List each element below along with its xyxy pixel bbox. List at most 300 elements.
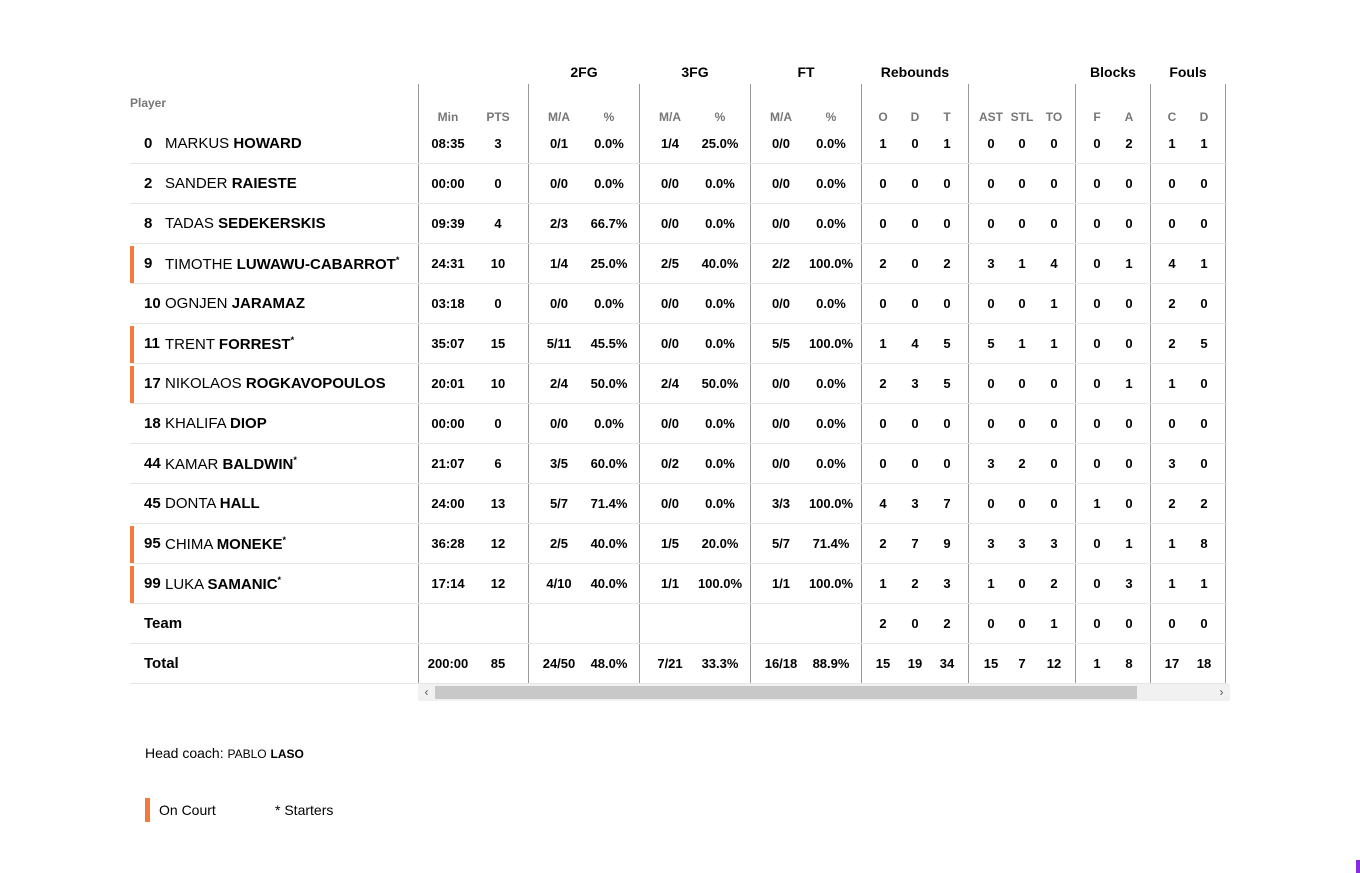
stat-cell: 2 xyxy=(879,256,887,271)
stat-cell: 0.0% xyxy=(594,176,624,191)
stat-cell: 7/21 xyxy=(657,656,683,671)
team-label: Team xyxy=(144,615,183,632)
stat-cell: 00:00 xyxy=(431,176,465,191)
player-name[interactable] xyxy=(165,415,267,432)
stat-cell: 1 xyxy=(1050,336,1058,351)
stat-cell: 0 xyxy=(943,176,951,191)
player-last-name: MONEKE xyxy=(216,535,283,553)
stat-cell: 0.0% xyxy=(816,176,846,191)
stat-cell: 1 xyxy=(1125,256,1133,271)
stat-cell: 1 xyxy=(987,576,995,591)
stat-cell: 0.0% xyxy=(594,416,624,431)
player-number: 11 xyxy=(144,335,160,352)
stat-cell: 0/0 xyxy=(660,176,680,191)
stat-cell: 0 xyxy=(879,296,887,311)
stat-cell: 0.0% xyxy=(705,456,735,471)
stat-cell: 66.7% xyxy=(590,216,628,231)
stat-cell: 0/0 xyxy=(660,496,680,511)
player-name[interactable] xyxy=(165,215,326,232)
starter-marker: * xyxy=(277,574,282,585)
stat-cell: 0 xyxy=(911,216,919,231)
stat-cell: 0 xyxy=(1018,416,1026,431)
player-number: 45 xyxy=(144,495,161,512)
stat-cell: 0 xyxy=(987,376,995,391)
stat-cell: 3/5 xyxy=(549,456,569,471)
player-name[interactable] xyxy=(165,535,286,553)
player-row[interactable] xyxy=(130,124,418,164)
stat-cell: 0.0% xyxy=(816,216,846,231)
stat-cell: 0 xyxy=(911,136,919,151)
stat-cell: 0/0 xyxy=(771,416,791,431)
player-name[interactable] xyxy=(165,255,399,273)
stat-cell: 0 xyxy=(1018,296,1026,311)
stat-cell: 85 xyxy=(490,656,506,671)
player-name[interactable] xyxy=(165,495,260,512)
stat-cell: 3 xyxy=(1050,536,1058,551)
stat-cell: 0 xyxy=(1093,336,1101,351)
stat-cell: 1 xyxy=(1125,376,1133,391)
stat-cell: 0.0% xyxy=(594,296,624,311)
starter-marker: * xyxy=(290,334,295,345)
stat-cell: 1/1 xyxy=(660,576,680,591)
stat-cell: 2 xyxy=(1168,496,1176,511)
stat-cell: 0/0 xyxy=(660,416,680,431)
head-coach-first-name: PABLO xyxy=(227,747,267,761)
stat-cell: 0/2 xyxy=(660,456,680,471)
starter-marker: * xyxy=(282,534,287,545)
stat-cell: 15 xyxy=(983,656,999,671)
stat-cell: 19 xyxy=(907,656,923,671)
player-number: 18 xyxy=(144,415,161,432)
sub-header: C xyxy=(1167,110,1177,124)
stat-cell: 0 xyxy=(943,216,951,231)
stat-cell: 1 xyxy=(1050,616,1058,631)
player-first-name: TADAS xyxy=(165,215,219,232)
player-number: 8 xyxy=(144,215,153,232)
stat-cell: 0 xyxy=(1125,456,1133,471)
stat-cell: 3 xyxy=(987,456,995,471)
stat-cell: 4/10 xyxy=(546,576,572,591)
stat-cell: 40.0% xyxy=(590,536,628,551)
on-court-indicator xyxy=(130,366,134,403)
stat-cell: 2 xyxy=(1168,336,1176,351)
player-first-name: CHIMA xyxy=(165,535,217,553)
stat-cell: 2/5 xyxy=(660,256,680,271)
stat-cell: 0 xyxy=(1168,616,1176,631)
stat-cell: 4 xyxy=(879,496,887,511)
stat-cell: 0/0 xyxy=(771,376,791,391)
stat-cell: 0 xyxy=(1018,136,1026,151)
player-name[interactable] xyxy=(165,335,294,353)
stat-cell: 3 xyxy=(1018,536,1026,551)
stat-cell: 0.0% xyxy=(816,296,846,311)
stat-cell: 1 xyxy=(1200,136,1208,151)
stat-cell: 2 xyxy=(879,536,887,551)
team-row[interactable] xyxy=(130,604,418,644)
stat-cell: 0 xyxy=(1168,416,1176,431)
stat-cell: 24/50 xyxy=(542,656,576,671)
stat-cell: 1 xyxy=(879,576,887,591)
stat-cell: 18 xyxy=(1196,656,1212,671)
stat-cell: 2/3 xyxy=(549,216,569,231)
stat-cell: 0 xyxy=(911,296,919,311)
stat-cell: 0 xyxy=(1093,136,1101,151)
stat-cell: 2 xyxy=(943,616,951,631)
stat-cell: 4 xyxy=(911,336,919,351)
stat-cell: 2/5 xyxy=(549,536,569,551)
stat-cell: 5/11 xyxy=(546,336,572,351)
sub-header: PTS xyxy=(486,110,510,124)
stat-cell: 0 xyxy=(1050,136,1058,151)
stat-cell: 0.0% xyxy=(705,216,735,231)
player-name[interactable] xyxy=(165,455,297,473)
player-row[interactable] xyxy=(130,284,418,324)
player-last-name: SAMANIC xyxy=(207,575,278,593)
stat-cell: 0 xyxy=(1018,496,1026,511)
player-first-name: OGNJEN xyxy=(165,295,232,312)
stat-cell: 17 xyxy=(1164,656,1180,671)
stat-cell: 0/0 xyxy=(660,216,680,231)
stat-cell: 5 xyxy=(943,376,951,391)
stat-cell: 0 xyxy=(1093,416,1101,431)
stat-cell: 0 xyxy=(494,176,502,191)
head-coach-last-name: LASO xyxy=(270,747,304,761)
player-number: 17 xyxy=(144,375,161,392)
stat-cell: 9 xyxy=(943,536,951,551)
stat-cell: 1 xyxy=(1168,536,1176,551)
stat-cell: 100.0% xyxy=(808,576,854,591)
stat-cell: 36:28 xyxy=(431,536,465,551)
player-last-name: BALDWIN xyxy=(222,455,294,473)
stat-cell: 12 xyxy=(490,536,506,551)
stat-cell: 1 xyxy=(1093,496,1101,511)
stat-cell: 0/0 xyxy=(771,136,791,151)
total-row[interactable] xyxy=(130,644,418,684)
sub-header: M/A xyxy=(548,110,570,124)
stat-cell: 0 xyxy=(987,496,995,511)
stat-cell: 0 xyxy=(1050,176,1058,191)
stat-cell: 24:00 xyxy=(431,496,465,511)
stat-cell: 34 xyxy=(939,656,955,671)
on-court-indicator xyxy=(130,246,134,283)
stat-cell: 1 xyxy=(1200,576,1208,591)
horizontal-scrollbar[interactable] xyxy=(418,684,1230,701)
stat-cell: 21:07 xyxy=(431,456,465,471)
stat-cell: 0 xyxy=(1200,216,1208,231)
player-first-name: SANDER xyxy=(165,175,232,192)
stat-cell: 2/2 xyxy=(771,256,791,271)
player-number: 95 xyxy=(144,535,161,552)
stat-cell: 4 xyxy=(1050,256,1058,271)
stat-cell: 0 xyxy=(1050,456,1058,471)
stat-cell: 0 xyxy=(1093,576,1101,591)
sub-header: % xyxy=(603,110,615,124)
stat-cell: 0/0 xyxy=(771,456,791,471)
stat-cell: 0 xyxy=(987,296,995,311)
stat-cell: 1/5 xyxy=(660,536,680,551)
stat-cell: 15 xyxy=(875,656,891,671)
stat-cell: 0 xyxy=(1093,456,1101,471)
player-row[interactable] xyxy=(130,204,418,244)
stat-cell: 0 xyxy=(911,256,919,271)
player-first-name: LUKA xyxy=(165,575,208,593)
stat-cell: 2/4 xyxy=(660,376,680,391)
scroll-right-icon[interactable]: › xyxy=(1219,685,1224,699)
stat-cell: 0 xyxy=(987,416,995,431)
stat-cell: 0/0 xyxy=(549,176,569,191)
stat-cell: 33.3% xyxy=(701,656,739,671)
player-first-name: MARKUS xyxy=(165,135,234,152)
stat-cell: 0 xyxy=(987,616,995,631)
stat-cell: 0 xyxy=(494,416,502,431)
sub-header: TO xyxy=(1045,110,1063,124)
player-row[interactable] xyxy=(130,564,418,604)
player-last-name: HOWARD xyxy=(233,135,302,152)
sub-header: % xyxy=(825,110,837,124)
stat-cell: 7 xyxy=(1018,656,1026,671)
player-row[interactable] xyxy=(130,164,418,204)
stat-cell: 10 xyxy=(490,376,506,391)
stat-cell: 3 xyxy=(1168,456,1176,471)
stat-cell: 88.9% xyxy=(812,656,850,671)
stat-cell: 0 xyxy=(1168,216,1176,231)
stat-cell: 5 xyxy=(1200,336,1208,351)
group-blocks: Blocks xyxy=(1090,64,1136,80)
player-first-name: DONTA xyxy=(165,495,220,512)
stat-cell: 0 xyxy=(911,456,919,471)
stat-cell: 71.4% xyxy=(812,536,850,551)
player-name[interactable] xyxy=(165,175,297,192)
stats-scroll-area[interactable] xyxy=(418,52,1228,702)
player-last-name: LUWAWU-CABARROT xyxy=(236,255,396,273)
stat-cell: 4 xyxy=(494,216,502,231)
player-row[interactable] xyxy=(130,364,418,404)
stat-cell: 0 xyxy=(1093,256,1101,271)
player-number: 0 xyxy=(144,135,153,152)
stat-cell: 2 xyxy=(1200,496,1208,511)
stat-cell: 0.0% xyxy=(816,136,846,151)
stat-cell: 0.0% xyxy=(705,496,735,511)
stat-cell: 0.0% xyxy=(705,176,735,191)
on-court-indicator xyxy=(130,526,134,563)
stat-cell: 0 xyxy=(879,456,887,471)
stat-cell: 15 xyxy=(490,336,506,351)
sub-header: AST xyxy=(979,110,1003,124)
stat-cell: 0 xyxy=(1200,416,1208,431)
player-name[interactable] xyxy=(165,135,302,152)
stat-cell: 0 xyxy=(1093,216,1101,231)
stat-cell: 5/7 xyxy=(771,536,791,551)
stat-cell: 0 xyxy=(879,176,887,191)
player-last-name: RAIESTE xyxy=(231,175,297,192)
stat-cell: 0 xyxy=(494,296,502,311)
stat-cell: 0 xyxy=(1200,456,1208,471)
stat-cell: 8 xyxy=(1200,536,1208,551)
stat-cell: 50.0% xyxy=(590,376,628,391)
player-last-name: HALL xyxy=(219,495,260,512)
stat-cell: 1 xyxy=(1168,136,1176,151)
stat-cell: 20:01 xyxy=(431,376,465,391)
stat-cell: 0 xyxy=(943,296,951,311)
box-score-table xyxy=(130,52,1230,702)
stat-cell: 45.5% xyxy=(590,336,628,351)
stat-cell: 0 xyxy=(1200,176,1208,191)
stat-cell: 10 xyxy=(490,256,506,271)
player-first-name: TIMOTHE xyxy=(165,255,237,273)
player-first-name: KAMAR xyxy=(165,455,223,473)
stat-cell: 3/3 xyxy=(771,496,791,511)
stat-cell: 25.0% xyxy=(590,256,628,271)
stat-cell: 1 xyxy=(1168,376,1176,391)
stat-cell: 1 xyxy=(1093,656,1101,671)
on-court-marker-icon xyxy=(145,798,150,822)
stat-cell: 00:00 xyxy=(431,416,465,431)
stat-cell: 0 xyxy=(1093,176,1101,191)
stat-cell: 5 xyxy=(943,336,951,351)
stat-cell: 0 xyxy=(1050,416,1058,431)
stat-cell: 0 xyxy=(1018,376,1026,391)
stat-cell: 1 xyxy=(879,336,887,351)
stat-cell: 0.0% xyxy=(816,376,846,391)
stat-cell: 03:18 xyxy=(431,296,465,311)
stat-cell: 0 xyxy=(1050,496,1058,511)
sub-header: M/A xyxy=(770,110,792,124)
stat-cell: 09:39 xyxy=(431,216,465,231)
stat-cell: 1 xyxy=(1200,256,1208,271)
stat-cell: 13 xyxy=(490,496,506,511)
player-row[interactable] xyxy=(130,404,418,444)
stat-cell: 3 xyxy=(987,256,995,271)
stat-cell: 0 xyxy=(879,416,887,431)
stat-cell: 100.0% xyxy=(808,256,854,271)
head-coach-prefix: Head coach: xyxy=(145,745,224,761)
player-row[interactable] xyxy=(130,244,418,284)
player-last-name: DIOP xyxy=(230,415,267,432)
stat-cell: 12 xyxy=(490,576,506,591)
stat-cell: 0/0 xyxy=(771,176,791,191)
player-number: 9 xyxy=(144,255,153,272)
player-name[interactable] xyxy=(165,295,305,312)
stat-cell: 50.0% xyxy=(701,376,739,391)
stat-cell: 2 xyxy=(1018,456,1026,471)
stat-cell: 1 xyxy=(1168,576,1176,591)
player-row[interactable] xyxy=(130,524,418,564)
stat-cell: 0 xyxy=(987,176,995,191)
stat-cell: 0 xyxy=(1125,496,1133,511)
stat-cell: 35:07 xyxy=(431,336,465,351)
stat-cell: 4 xyxy=(1168,256,1176,271)
sub-header: M/A xyxy=(659,110,681,124)
stat-cell: 2 xyxy=(1125,136,1133,151)
stat-cell: 0 xyxy=(1168,176,1176,191)
stat-cell: 100.0% xyxy=(697,576,743,591)
sub-header: T xyxy=(943,110,951,124)
player-name[interactable] xyxy=(165,575,281,593)
stat-cell: 0 xyxy=(987,136,995,151)
on-court-indicator xyxy=(130,326,134,363)
stat-cell: 2 xyxy=(911,576,919,591)
stat-cell: 2 xyxy=(879,376,887,391)
stat-cell: 20.0% xyxy=(701,536,739,551)
sub-header: Min xyxy=(437,110,459,124)
stat-cell: 3 xyxy=(987,536,995,551)
scroll-left-icon[interactable]: ‹ xyxy=(424,685,429,699)
player-number: 2 xyxy=(144,175,153,192)
stat-cell: 1 xyxy=(1050,296,1058,311)
stat-cell: 100.0% xyxy=(808,496,854,511)
player-row[interactable] xyxy=(130,484,418,524)
sub-header: A xyxy=(1124,110,1134,124)
stat-cell: 0 xyxy=(987,216,995,231)
stat-cell: 1 xyxy=(879,136,887,151)
stat-cell: 0.0% xyxy=(705,296,735,311)
stat-cell: 0 xyxy=(1200,296,1208,311)
stat-cell: 0 xyxy=(1125,616,1133,631)
stat-cell: 0 xyxy=(1050,376,1058,391)
stat-cell: 16/18 xyxy=(764,656,798,671)
stat-cell: 0/0 xyxy=(660,296,680,311)
stat-cell: 0 xyxy=(1125,296,1133,311)
stat-cell: 2 xyxy=(879,616,887,631)
stat-cell: 0 xyxy=(911,176,919,191)
sub-header: D xyxy=(910,110,920,124)
player-first-name: NIKOLAOS xyxy=(165,375,246,392)
total-label: Total xyxy=(144,655,179,672)
stat-cell: 3 xyxy=(911,496,919,511)
stat-cell: 1 xyxy=(943,136,951,151)
stat-cell: 0 xyxy=(1093,616,1101,631)
stat-cell: 48.0% xyxy=(590,656,628,671)
stat-cell: 200:00 xyxy=(427,656,469,671)
stat-cell: 08:35 xyxy=(431,136,465,151)
group-fouls: Fouls xyxy=(1169,64,1207,80)
stat-cell: 0 xyxy=(1050,216,1058,231)
stat-cell: 0/1 xyxy=(549,136,569,151)
on-court-indicator xyxy=(130,566,134,603)
stat-cell: 3 xyxy=(911,376,919,391)
scroll-thumb[interactable] xyxy=(435,686,1137,699)
player-name[interactable] xyxy=(165,375,386,392)
stat-cell: 0/0 xyxy=(549,416,569,431)
sub-header: % xyxy=(714,110,726,124)
stat-cell: 0.0% xyxy=(705,336,735,351)
stat-cell: 40.0% xyxy=(590,576,628,591)
stat-cell: 1/4 xyxy=(549,256,569,271)
player-number: 44 xyxy=(144,455,161,472)
group-ft: FT xyxy=(797,64,815,80)
group-rebounds: Rebounds xyxy=(880,64,950,80)
stat-cell: 3 xyxy=(943,576,951,591)
starter-marker: * xyxy=(293,454,297,465)
player-row[interactable] xyxy=(130,444,418,484)
stat-cell: 0 xyxy=(1125,176,1133,191)
stat-cell: 100.0% xyxy=(808,336,854,351)
player-row[interactable] xyxy=(130,324,418,364)
player-number: 10 xyxy=(144,295,161,312)
sub-header: O xyxy=(878,110,888,124)
legend-starters: * Starters xyxy=(275,802,334,818)
head-coach xyxy=(145,745,304,761)
legend-on-court: On Court xyxy=(159,802,216,818)
stat-cell: 0 xyxy=(911,616,919,631)
stat-cell: 5/5 xyxy=(771,336,791,351)
stat-cell: 1/4 xyxy=(660,136,680,151)
stat-cell: 0 xyxy=(1018,176,1026,191)
stat-cell: 0.0% xyxy=(594,136,624,151)
starter-marker: * xyxy=(395,254,400,265)
sub-header: D xyxy=(1199,110,1209,124)
stat-cell: 0 xyxy=(943,456,951,471)
